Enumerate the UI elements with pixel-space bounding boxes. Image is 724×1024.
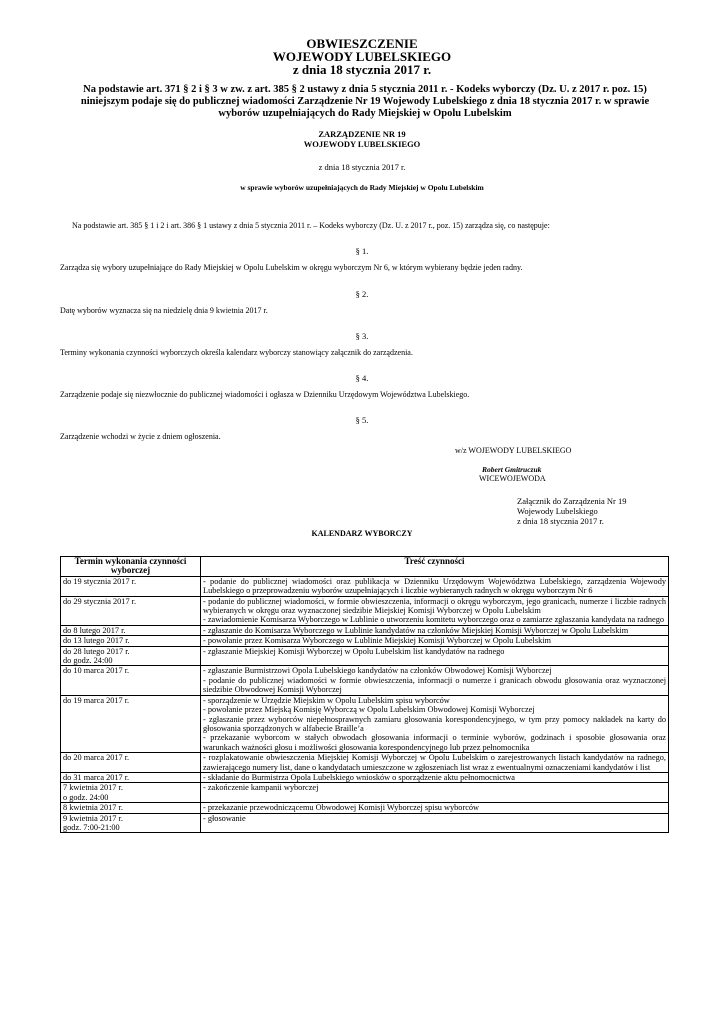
section-heading: § 5. (355, 415, 369, 425)
row-date: do 20 marca 2017 r. (61, 753, 201, 773)
intro-line-3: wyborów uzupełniających do Rady Miejskiej w Opolu Lubelskim (218, 108, 512, 119)
table-row (61, 666, 669, 695)
annex-line-2: Wojewody Lubelskiego (517, 506, 598, 516)
row-description: - sporządzenie w Urzędzie Miejskim w Opolu Lubelskim spisu wyborców - powołanie przez Miejską Komisję Wyborczą w Opolu Lubelskim Obwodowej Komisji Wyborczej - zgłaszanie przez wyborców niepełnosprawnych zamiaru głosowania korespondencyjnego, w tym przy pomocy nakładek na karty do głosowania sporządzonych w alfabecie Braille’a - przekazanie wyborcom w stałych obwodach głosowania informacji o terminie wyborów, godzinach i sposobie głosowania oraz warunkach ważności głosu i możliwości głosowania korespondencyjnego lub przez pełnomocnika (201, 695, 669, 752)
row-date: do 31 marca 2017 r. (61, 772, 201, 782)
table-row (61, 576, 669, 596)
table-row (61, 636, 669, 646)
row-description: - zgłaszanie Burmistrzowi Opola Lubelskiego kandydatów na członków Obwodowej Komisji Wyborczej - podanie do publicznej wiadomości w formie obwieszczenia, informacji o numerze i granicach obwodu głosowania oraz wyznaczonej siedzibie Obwodowej Komisji Wyborczej (201, 666, 669, 695)
table-row (61, 625, 669, 635)
section-text: Zarządza się wybory uzupełniające do Rady Miejskiej w Opolu Lubelskim w okręgu wyborczym Nr 6, w którym wybierany będzie jeden radny. (60, 263, 523, 272)
row-date: do 10 marca 2017 r. (61, 666, 201, 695)
section-heading: § 2. (355, 289, 369, 299)
column-header-description: Treść czynności (201, 557, 669, 577)
signature-name: Robert Gmitruczuk (482, 465, 542, 474)
regulation-issuer: WOJEWODY LUBELSKIEGO (303, 139, 421, 149)
section-heading: § 3. (355, 331, 369, 341)
table-row (61, 646, 669, 666)
regulation-preamble: Na podstawie art. 385 § 1 i 2 i art. 386 § 1 ustawy z dnia 5 stycznia 2011 r. – Kodeks wyborczy (Dz. U. z 2017 r., poz. 15) zarządza się, co następuje: (72, 221, 550, 230)
row-description: - składanie do Burmistrza Opola Lubelskiego wniosków o sporządzenie aktu pełnomocnictwa (201, 772, 669, 782)
column-header-date: Termin wykonania czynności wyborczej (61, 557, 201, 577)
row-date: do 29 stycznia 2017 r. (61, 596, 201, 625)
section-text: Zarządzenie podaje się niezwłocznie do publicznej wiadomości i ogłasza w Dzienniku Urzędowym Województwa Lubelskiego. (60, 390, 470, 399)
announcement-date: z dnia 18 stycznia 2017 r. (292, 62, 432, 77)
row-description: - podanie do publicznej wiadomości oraz publikacja w Dzienniku Urzędowym Województwa Lubelskiego, zarządzenia Wojewody Lubelskiego o przeprowadzeniu wyborów uzupełniających i liczbie wybieranych radnych w okręgu wyborczym Nr 6 (201, 576, 669, 596)
section-text: Zarządzenie wchodzi w życie z dniem ogłoszenia. (60, 432, 221, 441)
announcement-issuer: WOJEWODY LUBELSKIEGO (272, 49, 452, 64)
annex-line-3: z dnia 18 stycznia 2017 r. (517, 516, 604, 526)
signature-authority: w/z WOJEWODY LUBELSKIEGO (455, 446, 572, 455)
regulation-date: z dnia 18 stycznia 2017 r. (318, 162, 406, 172)
annex-line-1: Załącznik do Zarządzenia Nr 19 (517, 496, 627, 506)
row-description: - zgłaszanie Miejskiej Komisji Wyborczej w Opolu Lubelskim list kandydatów na radnego (201, 646, 669, 666)
regulation-subject: w sprawie wyborów uzupełniających do Rady Miejskiej w Opolu Lubelskim (240, 183, 484, 192)
table-header-row (61, 557, 669, 577)
table-row (61, 753, 669, 773)
row-description: - podanie do publicznej wiadomości, w formie obwieszczenia, informacji o okręgu wyborczym, jego granicach, numerze i liczbie radnych wybieranych w okręgu oraz wyznaczonej siedzibie Miejskiej Komisji Wyborczej w Opolu Lubelskim - zawiadomienie Komisarza Wyborczego w Lublinie o utworzeniu komitetu wyborczego oraz o zamiarze zgłaszania kandydata na radnego (201, 596, 669, 625)
regulation-title: ZARZĄDZENIE NR 19 (318, 129, 406, 139)
announcement-title: OBWIESZCZENIE (306, 36, 418, 51)
row-date: 9 kwietnia 2017 r. godz. 7:00-21:00 (61, 813, 201, 833)
row-description: - głosowanie (201, 813, 669, 833)
row-date: do 19 stycznia 2017 r. (61, 576, 201, 596)
section-heading: § 4. (355, 373, 369, 383)
row-date: do 19 marca 2017 r. (61, 695, 201, 752)
intro-line-2: niniejszym podaje się do publicznej wiadomości Zarządzenie Nr 19 Wojewody Lubelskiego z dnia 18 stycznia 2017 r. w sprawie (80, 96, 650, 107)
row-description: - przekazanie przewodniczącemu Obwodowej Komisji Wyborczej spisu wyborców (201, 803, 669, 813)
table-row (61, 803, 669, 813)
table-row (61, 772, 669, 782)
table-row (61, 813, 669, 833)
table-row (61, 695, 669, 752)
intro-line-1: Na podstawie art. 371 § 2 i § 3 w zw. z art. 385 § 2 ustawy z dnia 5 stycznia 2011 r. - Kodeks wyborczy (Dz. U. z 2017 r. poz. 15) (83, 84, 647, 95)
row-date: do 13 lutego 2017 r. (61, 636, 201, 646)
row-date: 7 kwietnia 2017 r. o godz. 24:00 (61, 783, 201, 803)
calendar-title: KALENDARZ WYBORCZY (311, 529, 413, 538)
row-description: - zgłaszanie do Komisarza Wyborczego w Lublinie kandydatów na członków Miejskiej Komisji Wyborczej w Opolu Lubelskim (201, 625, 669, 635)
row-description: - powołanie przez Komisarza Wyborczego w Lublinie Miejskiej Komisji Wyborczej w Opolu Lubelskim (201, 636, 669, 646)
row-date: do 8 lutego 2017 r. (61, 625, 201, 635)
section-text: Terminy wykonania czynności wyborczych określa kalendarz wyborczy stanowiący załącznik do zarządzenia. (60, 348, 413, 357)
table-row (61, 596, 669, 625)
section-text: Datę wyborów wyznacza się na niedzielę dnia 9 kwietnia 2017 r. (60, 306, 268, 315)
signature-role: WICEWOJEWODA (479, 474, 546, 483)
row-date: 8 kwietnia 2017 r. (61, 803, 201, 813)
row-date: do 28 lutego 2017 r. do godz. 24:00 (61, 646, 201, 666)
row-description: - rozplakatowanie obwieszczenia Miejskiej Komisji Wyborczej w Opolu Lubelskim o zarejestrowanych listach kandydatów na radnego, zawierającego numery list, dane o kandydatach umieszczone w zgłoszeniach list wraz z ewentualnymi oznaczeniami kandydatów i list (201, 753, 669, 773)
calendar-table (60, 556, 669, 833)
table-row (61, 783, 669, 803)
row-description: - zakończenie kampanii wyborczej (201, 783, 669, 803)
section-heading: § 1. (355, 246, 369, 256)
